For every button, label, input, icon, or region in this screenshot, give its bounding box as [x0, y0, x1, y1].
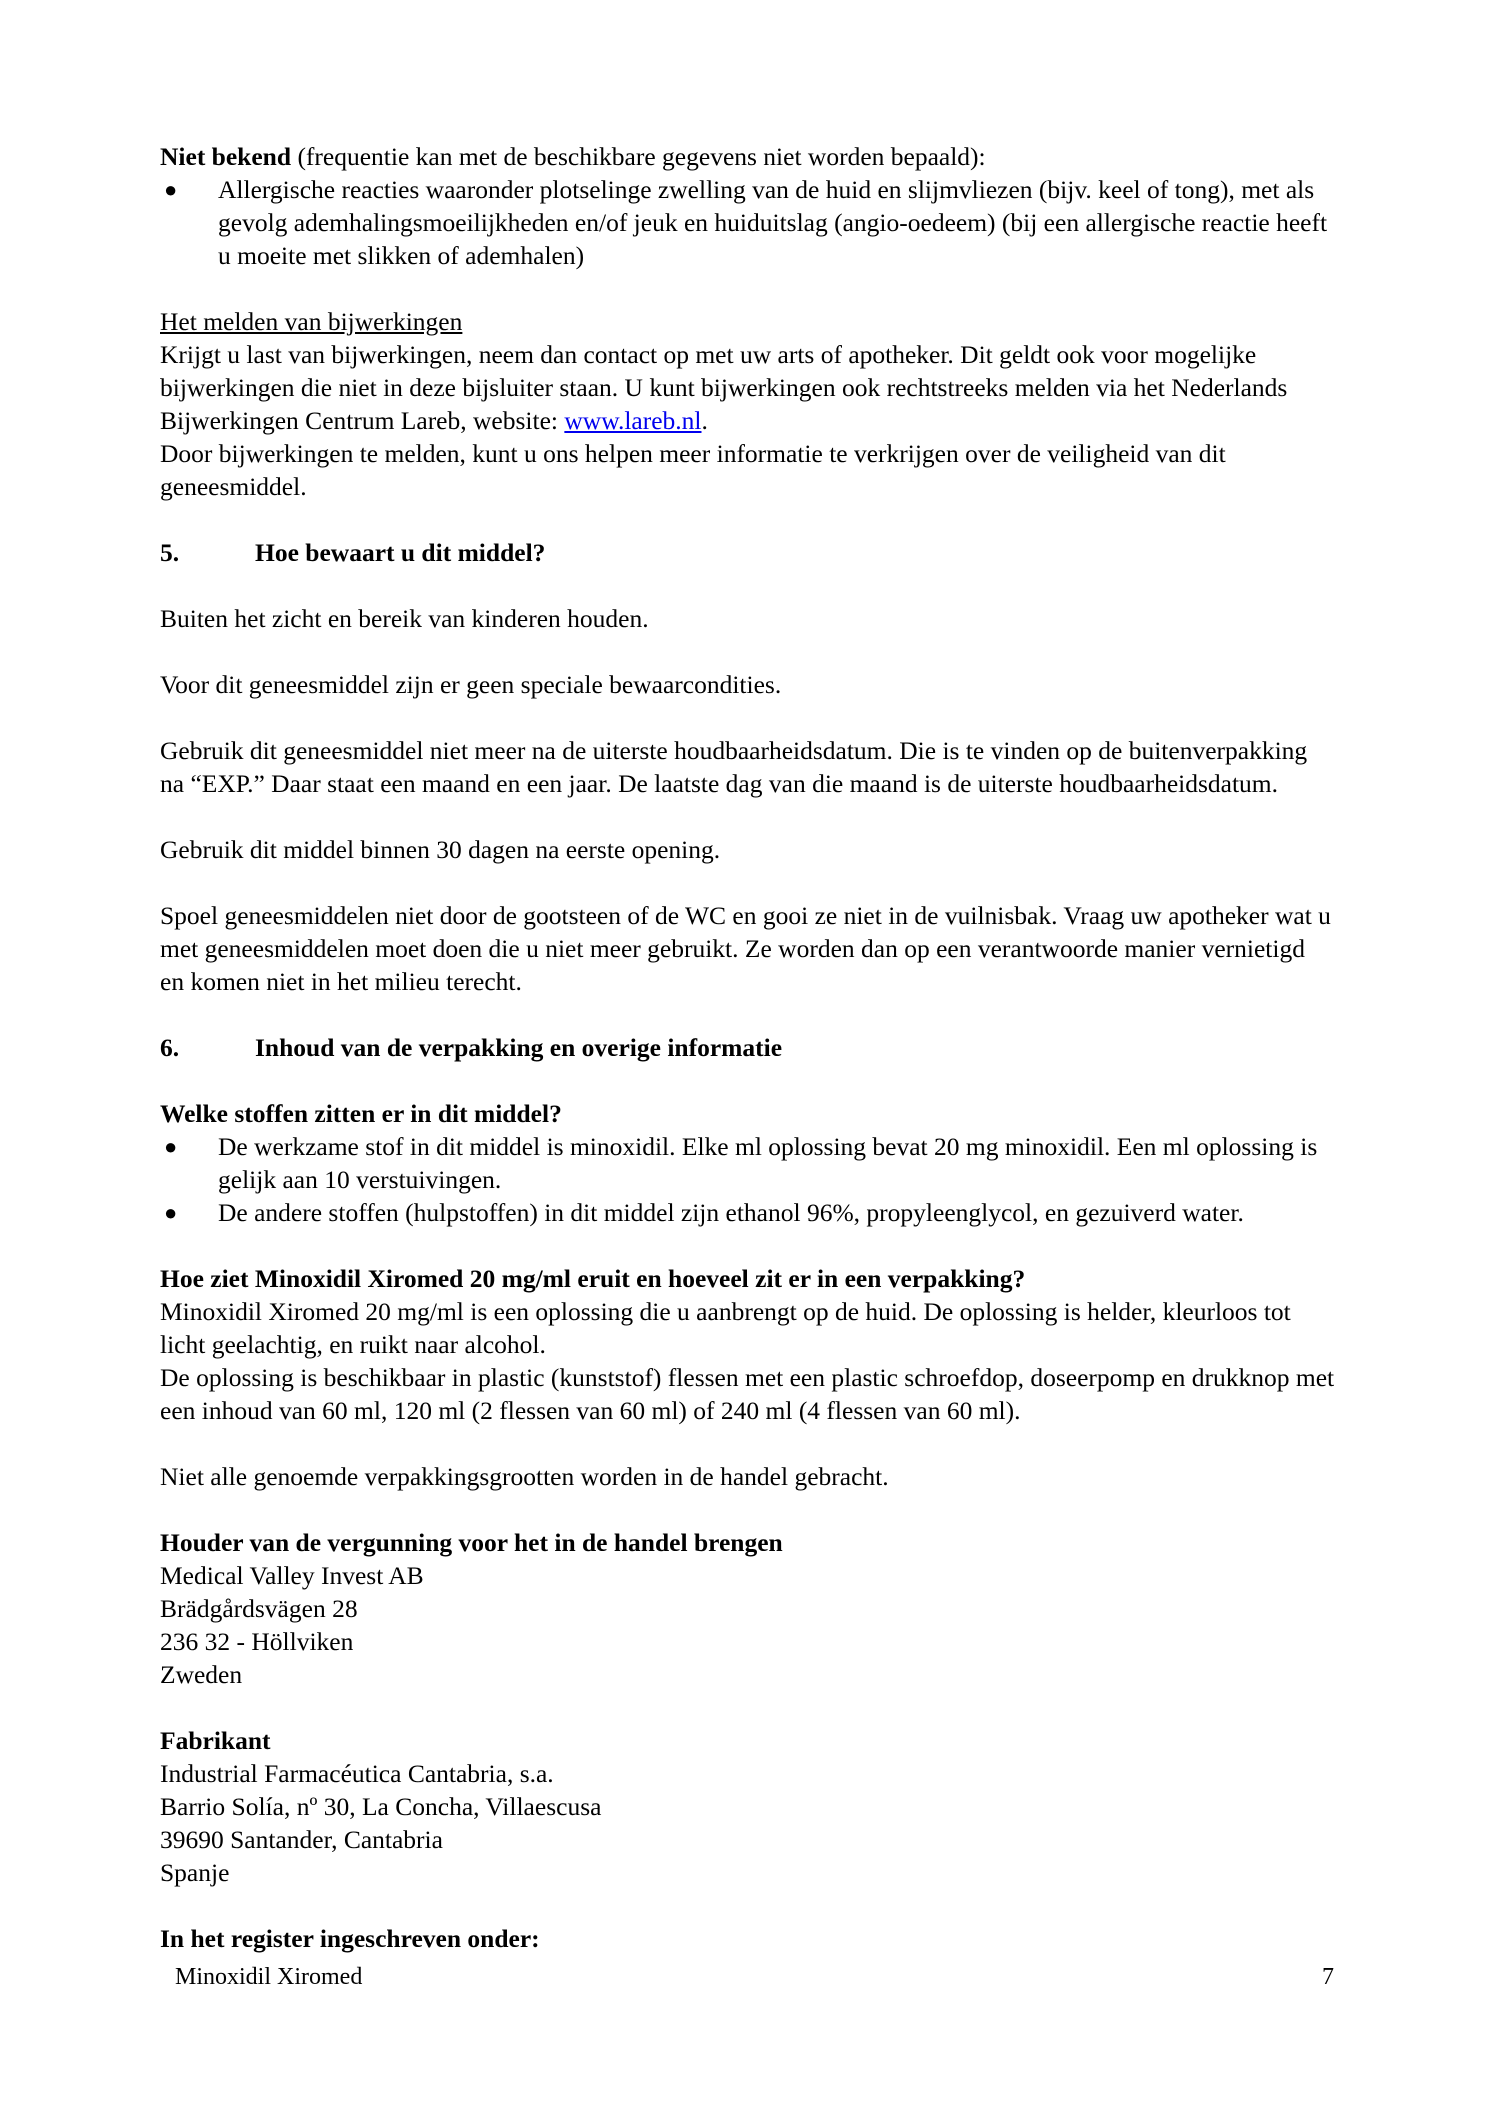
section-5-number: 5.: [160, 538, 180, 567]
appearance-heading: Hoe ziet Minoxidil Xiromed 20 mg/ml eruit en hoeveel zit er in een verpakking?: [160, 1264, 1026, 1293]
register-heading: In het register ingeschreven onder:: [160, 1924, 540, 1953]
list-item: [160, 1196, 1335, 1229]
frequency-bullet-list: [160, 173, 1335, 272]
list-item-text: De werkzame stof in dit middel is minoxidil. Elke ml oplossing bevat 20 mg minoxidil. Een ml oplossing is gelijk aan 10 verstuivingen.: [218, 1132, 1318, 1194]
mah-line: Zweden: [160, 1660, 243, 1689]
lareb-website-link[interactable]: www.lareb.nl: [564, 406, 702, 435]
section-6-number: 6.: [160, 1033, 180, 1062]
page-content: [160, 140, 1335, 1955]
manufacturer-line: 39690 Santander, Cantabria: [160, 1825, 443, 1854]
manufacturer-line: Industrial Farmacéutica Cantabria, s.a.: [160, 1759, 554, 1788]
bullet-icon: ●: [164, 1134, 178, 1159]
section-6-heading: [160, 1031, 1335, 1064]
reporting-text-before-link: Krijgt u last van bijwerkingen, neem dan contact op met uw arts of apotheker. Dit geldt ook voor mogelijke bijwerkingen die niet in deze bijsluiter staan. U kunt bijwerkingen ook rechtstreeks melden via het Nederlands Bijwerkingen Centrum Lareb, website:: [160, 340, 1288, 435]
spacer: [160, 503, 1335, 536]
spacer: [160, 1691, 1335, 1724]
frequency-heading-bold: Niet bekend: [160, 142, 292, 171]
section-5-heading: [160, 536, 1335, 569]
page-footer: [175, 1962, 1334, 1992]
availability-note: Niet alle genoemde verpakkingsgrootten worden in de handel gebracht.: [160, 1462, 889, 1491]
list-item-text: Allergische reacties waaronder plotselinge zwelling van de huid en slijmvliezen (bijv. keel of tong), met als gevolg ademhalingsmoeilijkheden en/of jeuk en huiduitslag (angio-oedeem) (bij een allergische reactie heeft u moeite met slikken of ademhalen): [218, 175, 1328, 270]
spacer: [160, 866, 1335, 899]
mah-line: 236 32 - Höllviken: [160, 1627, 354, 1656]
list-item-text: De andere stoffen (hulpstoffen) in dit middel zijn ethanol 96%, propyleenglycol, en gezuiverd water.: [218, 1198, 1244, 1227]
section-5-paragraph-3: Gebruik dit geneesmiddel niet meer na de uiterste houdbaarheidsdatum. Die is te vinden op de buitenverpakking na “EXP.” Daar staat een maand en een jaar. De laatste dag van die maand is de uiterste houdbaarheidsdatum.: [160, 736, 1308, 798]
reporting-paragraph-1: [160, 338, 1335, 437]
spacer: [160, 1427, 1335, 1460]
reporting-paragraph-2: Door bijwerkingen te melden, kunt u ons helpen meer informatie te verkrijgen over de veiligheid van dit geneesmiddel.: [160, 439, 1226, 501]
mah-line: Medical Valley Invest AB: [160, 1561, 424, 1590]
section-6-title: Inhoud van de verpakking en overige informatie: [255, 1033, 783, 1062]
spacer: [160, 1064, 1335, 1097]
section-5-title: Hoe bewaart u dit middel?: [255, 538, 546, 567]
list-item: [160, 1130, 1335, 1196]
mah-heading: Houder van de vergunning voor het in de handel brengen: [160, 1528, 783, 1557]
footer-product-name: Minoxidil Xiromed: [175, 1964, 363, 1990]
spacer: [160, 800, 1335, 833]
section-5-paragraph-1: Buiten het zicht en bereik van kinderen houden.: [160, 604, 649, 633]
footer-page-number: 7: [1322, 1964, 1334, 1990]
bullet-icon: ●: [164, 177, 178, 202]
appearance-paragraph-2: De oplossing is beschikbaar in plastic (kunststof) flessen met een plastic schroefdop, doseerpomp en drukknop met een inhoud van 60 ml, 120 ml (2 flessen van 60 ml) of 240 ml (4 flessen van 60 ml).: [160, 1363, 1335, 1425]
mah-line: Brädgårdsvägen 28: [160, 1594, 358, 1623]
section-5-paragraph-2: Voor dit geneesmiddel zijn er geen speciale bewaarcondities.: [160, 670, 782, 699]
appearance-paragraph-1: Minoxidil Xiromed 20 mg/ml is een oplossing die u aanbrengt op de huid. De oplossing is helder, kleurloos tot licht geelachtig, en ruikt naar alcohol.: [160, 1297, 1291, 1359]
spacer: [160, 1889, 1335, 1922]
spacer: [160, 635, 1335, 668]
reporting-heading: Het melden van bijwerkingen: [160, 307, 463, 336]
frequency-heading: [160, 140, 1335, 173]
substances-heading: Welke stoffen zitten er in dit middel?: [160, 1099, 562, 1128]
section-5-paragraph-5: Spoel geneesmiddelen niet door de gootsteen of de WC en gooi ze niet in de vuilnisbak. Vraag uw apotheker wat u met geneesmiddelen moet doen die u niet meer gebruikt. Ze worden dan op een verantwoorde manier vernietigd en komen niet in het milieu terecht.: [160, 901, 1331, 996]
frequency-heading-rest: (frequentie kan met de beschikbare gegevens niet worden bepaald):: [291, 142, 986, 171]
spacer: [160, 998, 1335, 1031]
section-5-paragraph-4: Gebruik dit middel binnen 30 dagen na eerste opening.: [160, 835, 721, 864]
list-item: [160, 173, 1335, 272]
spacer: [160, 1229, 1335, 1262]
spacer: [160, 1493, 1335, 1526]
manufacturer-heading: Fabrikant: [160, 1726, 271, 1755]
reporting-text-after-link: .: [701, 406, 708, 435]
spacer: [160, 701, 1335, 734]
bullet-icon: ●: [164, 1200, 178, 1225]
substances-bullet-list: [160, 1130, 1335, 1229]
manufacturer-line: Barrio Solía, nº 30, La Concha, Villaescusa: [160, 1792, 602, 1821]
spacer: [160, 272, 1335, 305]
spacer: [160, 569, 1335, 602]
manufacturer-line: Spanje: [160, 1858, 230, 1887]
